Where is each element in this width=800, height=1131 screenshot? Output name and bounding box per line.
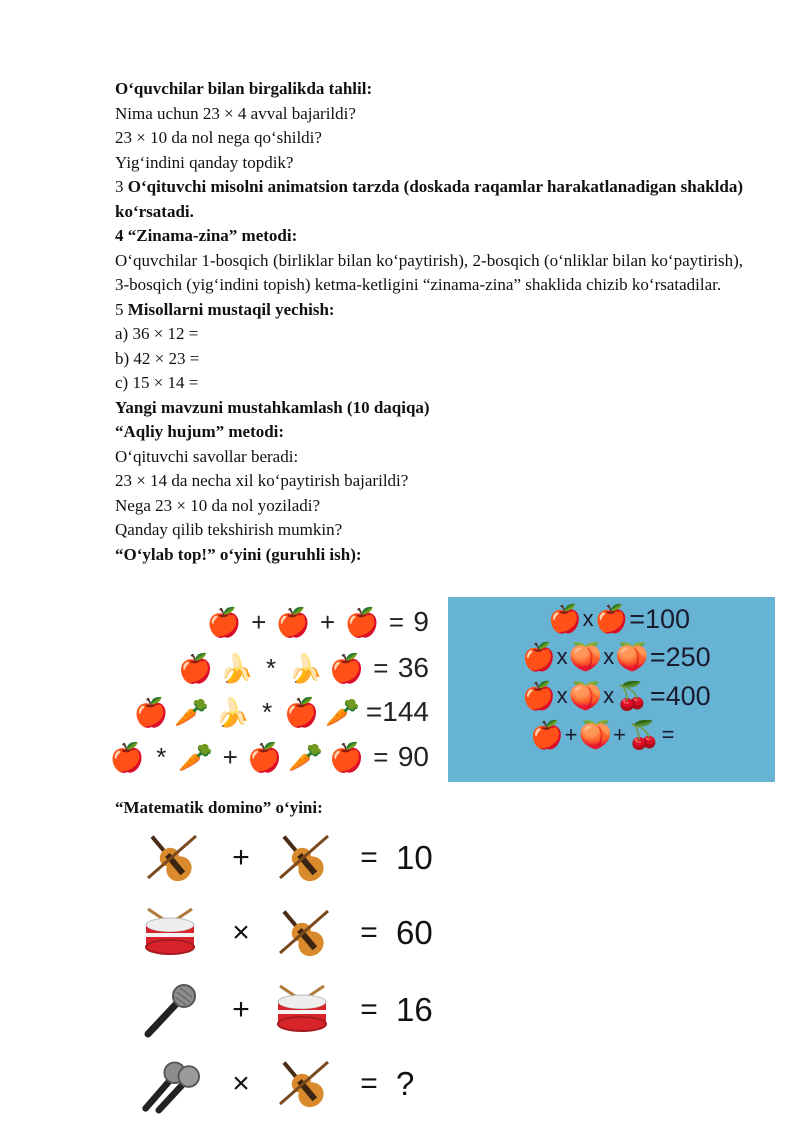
puzzle-result: =100 [629,603,691,634]
analysis-question: Yig‘indini qanday topdik? [115,152,294,172]
cherry-icon: 🍒 [626,720,661,750]
equals-sign: = [360,993,378,1026]
domino-row [140,828,460,888]
violin-icon [140,828,200,888]
puzzle-result: =400 [649,680,711,711]
operator: + [564,722,578,747]
panel-row [530,717,674,753]
apple-icon: 🍎 [522,681,556,711]
domino-row [140,903,460,963]
apple-icon: 🍎 [284,696,320,728]
violin-icon [272,903,332,963]
microphones-icon [140,1054,200,1114]
puzzle-result: =144 [365,696,429,727]
fruit-puzzle [109,598,435,788]
game-heading: “O‘ylab top!” o‘yini (guruhli ish): [115,544,362,564]
domino-row [140,980,460,1040]
peach-icon: 🍑 [578,720,613,750]
apple-icon: 🍎 [594,604,629,634]
step-3-paragraph: 3 O‘qituvchi misolni animatsion tarzda (doskada raqamlar harakatlanadigan shaklda) ko‘rsatadi. [115,177,744,221]
apple-icon: 🍎 [109,741,145,773]
operator: + [251,606,267,637]
banana-icon: 🍌 [215,696,251,728]
exercise-item: a) 36 × 12 = [115,324,199,343]
apple-icon: 🍎 [522,642,556,672]
domino-result: 60 [396,914,433,951]
operator: * [156,741,167,772]
equals-sign: = [360,841,378,874]
operator: + [319,606,336,637]
step-4-paragraph: O‘quvchilar 1-bosqich (birliklar bilan ko‘paytirish), 2-bosqich (o‘nliklar bilan ko‘paytirish), 3-bosqich (yig‘indini topish) ketma-ketligini “zinama-zina” shaklida chizib ko‘rsatadilar. [115,250,743,294]
cherry-icon: 🍒 [615,681,649,711]
method-question: 23 × 14 da necha xil ko‘paytirish bajarildi? [115,471,409,490]
puzzle-result: 36 [397,652,429,683]
operator: x [603,644,615,669]
apple-icon: 🍎 [206,606,242,638]
carrot-icon: 🥕 [325,696,360,728]
operator: * [266,652,277,683]
domino-puzzle [140,828,460,1118]
banana-icon: 🍌 [288,652,323,684]
operator: = [661,722,675,747]
domino-result: 16 [396,991,433,1028]
apple-icon: 🍎 [530,720,564,750]
domino-row [140,1054,460,1114]
microphone-icon [140,980,200,1040]
operator: + [232,841,250,874]
carrot-icon: 🥕 [178,741,214,773]
method-intro: O‘qituvchi savollar beradi: [115,446,299,466]
exercise-item: b) 42 × 23 = [115,348,200,368]
section-title: Yangi mavzuni mustahkamlash (10 daqiqa) [115,397,430,417]
apple-icon: 🍎 [178,652,214,684]
apple-icon: 🍎 [548,604,582,634]
fruit-puzzle-row [207,600,429,644]
apple-icon: 🍎 [275,606,311,638]
domino-result: ? [396,1065,415,1102]
apple-icon: 🍎 [133,696,169,728]
exercise-item: c) 15 × 14 = [115,373,199,392]
domino-heading: “Matematik domino” o‘yini: [115,798,323,817]
apple-icon: 🍎 [328,652,364,684]
panel-row [522,639,711,675]
apple-icon: 🍎 [328,741,364,773]
equals-sign: = [360,916,378,949]
equals-sign: = [360,1067,378,1100]
panel-row [522,678,711,714]
violin-icon [272,1054,332,1114]
fruit-puzzle-row [109,735,429,779]
peach-icon: 🍑 [568,681,603,711]
operator: = [373,741,389,772]
fruit-puzzle-row [134,690,429,734]
operator: = [388,606,405,637]
method-heading: “Aqliy hujum” metodi: [115,422,285,441]
analysis-question: 23 × 10 da nol nega qo‘shildi? [115,128,322,147]
operator: × [232,1067,250,1100]
peach-icon: 🍑 [568,642,603,672]
carrot-icon: 🥕 [174,696,210,728]
operator: x [556,683,568,708]
step-4-heading: 4 “Zinama-zina” metodi: [115,226,298,245]
panel-row [548,601,690,637]
operator: x [582,606,594,631]
apple-icon: 🍎 [247,741,283,773]
fruit-puzzle-row [178,646,429,690]
lesson-text [115,77,743,567]
puzzle-result: =250 [649,641,711,672]
carrot-icon: 🥕 [288,741,323,773]
drum-icon [272,980,332,1040]
operator: × [232,916,250,949]
operator: + [222,741,238,772]
operator: x [603,683,615,708]
banana-icon: 🍌 [219,652,255,684]
drum-icon [140,903,200,963]
step-5-heading: 5 Misollarni mustaqil yechish: [115,299,335,319]
analysis-question: Nima uchun 23 × 4 avval bajarildi? [115,103,356,123]
method-question: Qanday qilib tekshirish mumkin? [115,520,343,539]
peach-icon: 🍑 [615,642,649,672]
operator: * [262,696,273,727]
domino-result: 10 [396,839,433,876]
apple-icon: 🍎 [344,606,380,638]
method-question: Nega 23 × 10 da nol yoziladi? [115,495,321,515]
puzzle-result: 90 [397,741,429,772]
operator: = [373,652,389,683]
analysis-heading: O‘quvchilar bilan birgalikda tahlil: [115,79,373,98]
operator: x [556,644,568,669]
fruit-puzzle-panel [448,597,775,782]
puzzle-result: 9 [413,606,429,637]
operator: + [232,993,250,1026]
violin-icon [272,828,332,888]
operator: + [613,722,626,747]
